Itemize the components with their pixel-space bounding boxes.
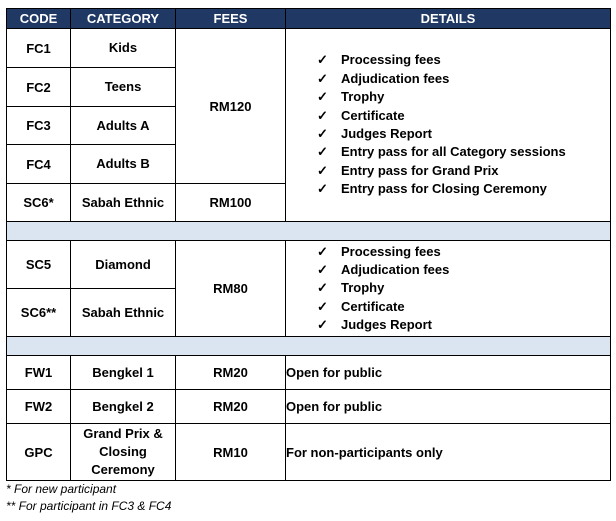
- footnote-fc3-fc4: ** For participant in FC3 & FC4: [6, 499, 172, 513]
- row-category: Teens: [71, 68, 176, 107]
- checkmark-icon: ✓: [317, 280, 328, 296]
- list-item: ✓ Certificate: [317, 107, 610, 125]
- row-code: FC4: [7, 145, 71, 184]
- list-item: ✓ Judges Report: [317, 125, 610, 143]
- row-category: Adults B: [71, 145, 176, 184]
- checkmark-icon: ✓: [317, 126, 328, 141]
- list-item: ✓ Processing fees: [317, 243, 610, 261]
- separator-row: [7, 222, 611, 241]
- row-code: FC3: [7, 107, 71, 145]
- row-category: Sabah Ethnic: [71, 184, 176, 222]
- row-details: For non-participants only: [286, 424, 611, 481]
- checkmark-icon: ✓: [317, 89, 328, 105]
- row-category: Grand Prix & Closing Ceremony: [71, 424, 176, 481]
- checkmark-icon: ✓: [317, 298, 328, 314]
- footnote-new-participant: * For new participant: [6, 482, 117, 496]
- row-code: FC2: [7, 68, 71, 107]
- fee-rm80: RM80: [176, 241, 286, 337]
- details-included: [286, 29, 611, 222]
- header-details: DETAILS: [286, 9, 611, 29]
- list-item: ✓ Processing fees: [317, 51, 610, 69]
- checkmark-icon: ✓: [317, 317, 328, 333]
- list-item: ✓ Trophy: [317, 88, 610, 106]
- row-fee: RM20: [176, 390, 286, 424]
- row-category: Adults A: [71, 107, 176, 145]
- row-code: SC6**: [7, 289, 71, 337]
- separator-row: [7, 337, 611, 356]
- checkmark-icon: ✓: [317, 107, 328, 123]
- row-category: Bengkel 2: [71, 390, 176, 424]
- row-code: FW2: [7, 390, 71, 424]
- row-code: GPC: [7, 424, 71, 481]
- details-included: [286, 241, 611, 337]
- list-item: ✓ Entry pass for Closing Ceremony: [317, 180, 610, 198]
- list-item: ✓ Entry pass for all Category sessions: [317, 143, 610, 161]
- row-details: Open for public: [286, 390, 611, 424]
- row-category: Sabah Ethnic: [71, 289, 176, 337]
- row-category: Bengkel 1: [71, 356, 176, 390]
- row-code: FW1: [7, 356, 71, 390]
- list-item: ✓ Adjudication fees: [317, 70, 610, 88]
- list-item: ✓ Adjudication fees: [317, 261, 610, 279]
- table-row: [7, 29, 611, 68]
- list-item: ✓ Entry pass for Grand Prix: [317, 162, 610, 180]
- list-item: ✓ Judges Report: [317, 316, 610, 334]
- row-code: SC5: [7, 241, 71, 289]
- table-row: [7, 424, 611, 481]
- list-item: ✓ Certificate: [317, 298, 610, 316]
- header-code: CODE: [7, 9, 71, 29]
- row-code: SC6*: [7, 184, 71, 222]
- table-row: [7, 390, 611, 424]
- checkmark-icon: ✓: [317, 261, 328, 277]
- header-row: [7, 9, 611, 29]
- fees-table: [6, 8, 611, 481]
- row-category: Diamond: [71, 241, 176, 289]
- header-category: CATEGORY: [71, 9, 176, 29]
- table-row: [7, 241, 611, 289]
- row-details: Open for public: [286, 356, 611, 390]
- row-category: Kids: [71, 29, 176, 68]
- checkmark-icon: ✓: [317, 181, 328, 197]
- list-item: ✓ Trophy: [317, 279, 610, 297]
- header-fees: FEES: [176, 9, 286, 29]
- checkmark-icon: ✓: [317, 144, 328, 160]
- checkmark-icon: ✓: [317, 243, 328, 259]
- row-fee: RM20: [176, 356, 286, 390]
- checkmark-icon: ✓: [317, 70, 328, 86]
- table-row: [7, 356, 611, 390]
- footnotes: [6, 481, 171, 515]
- row-code: FC1: [7, 29, 71, 68]
- checkmark-icon: ✓: [317, 52, 328, 68]
- fee-rm100: RM100: [176, 184, 286, 222]
- row-fee: RM10: [176, 424, 286, 481]
- fee-rm120: RM120: [176, 29, 286, 184]
- checkmark-icon: ✓: [317, 162, 328, 178]
